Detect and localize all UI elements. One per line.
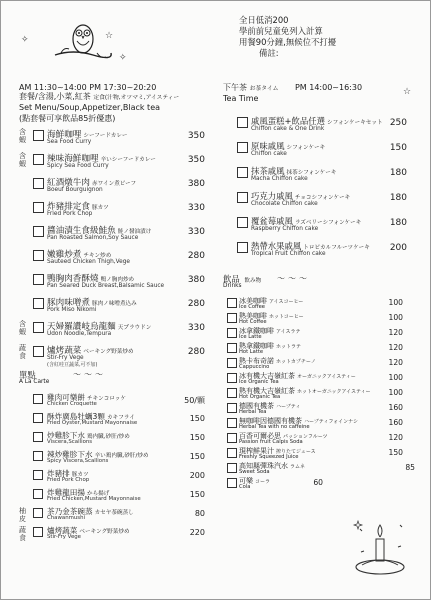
item-name-en: Pan Seared Duck Breast,Balsamic Sauce <box>47 283 165 289</box>
item-name: 辣味海鮮咖哩 辛いシーフードカレー <box>47 154 156 164</box>
menu-item[interactable] <box>19 391 215 410</box>
remarks-label: 備註: <box>259 48 279 58</box>
item-name: 戚風蛋糕+飲品任選 シフォンケーキセット <box>251 116 383 126</box>
item-name: 茶乃金茶碗蒸 カセヤ茶碗蒸し <box>47 507 134 516</box>
order-checkbox[interactable] <box>33 346 44 357</box>
set-title-jp: 定食(汁物,オツマミ,アイスティー <box>93 95 180 101</box>
item-name: 海鮮咖哩 シーフードカレー <box>47 130 128 140</box>
order-checkbox[interactable] <box>33 432 43 442</box>
order-checkbox[interactable] <box>33 250 44 261</box>
item-price: 350 <box>187 155 205 165</box>
menu-item[interactable] <box>19 486 215 505</box>
item-name-en: Sweet Soda <box>239 468 270 475</box>
order-checkbox[interactable] <box>227 313 237 323</box>
item-name-en: Hot Latte <box>239 348 264 355</box>
order-checkbox[interactable] <box>237 242 248 253</box>
item-name: 高知縣彈珠汽水 ラムネ <box>239 462 305 470</box>
order-checkbox[interactable] <box>33 508 43 518</box>
order-checkbox[interactable] <box>33 470 43 480</box>
set-menu-column <box>19 83 215 543</box>
drink-item[interactable] <box>223 295 419 310</box>
item-price: 380 <box>187 179 205 189</box>
tea-and-drinks-column <box>223 83 419 490</box>
order-checkbox[interactable] <box>227 418 237 428</box>
item-name: 雞肉可樂餅 チキンコロッケ <box>47 393 126 402</box>
candle-illustration-icon <box>352 515 408 579</box>
menu-item[interactable] <box>19 222 215 246</box>
item-name-en: Spicy Viscera,Scallions <box>47 458 109 464</box>
order-checkbox[interactable] <box>33 322 44 333</box>
item-name-en: Fried Oyster,Mustard Mayonnaise <box>47 420 138 426</box>
menu-item[interactable] <box>19 246 215 270</box>
menu-item[interactable] <box>19 150 215 174</box>
item-price: 280 <box>187 299 205 309</box>
item-price: 100 <box>388 388 403 397</box>
item-name-en: Herbal Tea with no caffeine <box>239 423 310 430</box>
item-name-en: Fried Pork Chop <box>47 477 90 483</box>
item-price: 220 <box>189 528 205 537</box>
item-name-en: Hot Coffee <box>239 318 267 325</box>
item-name: 爐烤蔬菜 ベーキング野菜炒め <box>47 526 130 535</box>
item-name-en: Udon Noodle,Tempura <box>47 331 112 337</box>
item-price: 100 <box>388 298 403 307</box>
menu-item[interactable] <box>19 318 215 342</box>
drinks-header <box>223 273 419 295</box>
order-checkbox[interactable] <box>227 328 237 338</box>
set-hours: AM 11:30~14:00 PM 17:30~20:20 <box>19 83 157 92</box>
menu-item[interactable] <box>19 174 215 198</box>
order-checkbox[interactable] <box>33 413 43 423</box>
owl-on-branch-icon <box>53 19 113 65</box>
item-price: 150 <box>388 448 403 457</box>
item-price: 120 <box>388 358 403 367</box>
set-title <box>19 92 215 103</box>
item-tag: 柚皮 <box>19 507 26 523</box>
item-name: 現榨鮮果汁 搾りたてジュース <box>239 447 316 455</box>
menu-item[interactable] <box>223 138 419 163</box>
item-price: 150 <box>189 490 205 499</box>
item-price: 120 <box>388 328 403 337</box>
item-price: 150 <box>389 143 407 153</box>
item-price: 150 <box>189 414 205 423</box>
alacarte-title: 單點 <box>19 370 36 380</box>
item-name: 無咖啡因德國有機茶 ハーブティフォインナシ <box>239 417 359 425</box>
drinks-title: 飲品 <box>223 274 240 284</box>
alacarte-header <box>19 369 215 391</box>
item-price: 250 <box>389 118 407 128</box>
drinks-title-jp: 飲み物 <box>244 278 262 284</box>
item-name-en: Fried Pork Chop <box>47 211 93 217</box>
tea-title-jp: お茶タイム <box>249 86 279 92</box>
item-price: 150 <box>189 433 205 442</box>
item-name: 辣炒雞胗下水 辛い鶏内臓,砂肝/炒め <box>47 450 149 459</box>
item-name: 巧克力戚風 チョコシフォンケーキ <box>251 191 351 201</box>
alacarte-title-en: A La Carte <box>19 379 50 385</box>
menu-item[interactable] <box>223 163 419 188</box>
order-checkbox[interactable] <box>227 388 237 398</box>
menu-item[interactable] <box>19 342 215 369</box>
menu-item[interactable] <box>19 198 215 222</box>
drink-item[interactable] <box>223 325 419 340</box>
item-price: 180 <box>389 168 407 178</box>
drink-item[interactable] <box>223 460 419 475</box>
item-name: 可樂 コーラ <box>239 477 271 485</box>
item-price: 180 <box>389 193 407 203</box>
item-name: 熱卡布奇諾 ホットカプチーノ <box>239 357 316 365</box>
item-name: 紅酒燉牛肉 赤ワイン煮ビーフ <box>47 178 137 188</box>
menu-item[interactable] <box>19 448 215 467</box>
order-checkbox[interactable] <box>33 130 44 141</box>
drink-item[interactable] <box>223 445 419 460</box>
order-checkbox[interactable] <box>227 463 237 473</box>
item-tag: 含蝦 <box>19 320 26 336</box>
drink-item[interactable] <box>223 430 419 445</box>
item-name-en: Chiffon cake <box>251 151 287 157</box>
drink-item[interactable] <box>223 385 419 400</box>
order-checkbox[interactable] <box>227 343 237 353</box>
item-name: 熱拿鐵咖啡 ホットラテ <box>239 342 302 350</box>
drink-item[interactable] <box>223 475 419 490</box>
order-checkbox[interactable] <box>227 358 237 368</box>
item-name-en: Chicken Croquette <box>47 401 97 407</box>
drink-item[interactable] <box>223 400 419 415</box>
item-price: 200 <box>189 471 205 480</box>
order-checkbox[interactable] <box>33 274 44 285</box>
item-name: 冰拿鐵咖啡 アイスラテ <box>239 327 301 335</box>
item-name-en: Viscera,Scallions <box>47 439 93 445</box>
order-checkbox[interactable] <box>33 527 43 537</box>
item-name-en: Spicy Sea Food Curry <box>47 163 109 169</box>
item-name-en: Cappuccino <box>239 363 270 370</box>
order-checkbox[interactable] <box>237 117 248 128</box>
order-checkbox[interactable] <box>237 167 248 178</box>
item-name: 覆盆莓戚風 ラズベリーシフォンケーキ <box>251 216 362 226</box>
menu-item[interactable] <box>19 467 215 486</box>
order-checkbox[interactable] <box>237 217 248 228</box>
item-tag: 含蝦 <box>19 152 26 168</box>
order-checkbox[interactable] <box>237 192 248 203</box>
item-tag: 含蝦 <box>19 128 26 144</box>
menu-item[interactable] <box>19 505 215 524</box>
item-name-en: Raspberry Chiffon cake <box>251 226 319 232</box>
item-name-en: Hot Organic Tea <box>239 393 281 400</box>
item-price: 100 <box>388 313 403 322</box>
item-price: 60 <box>313 478 323 487</box>
item-price: 50/顆 <box>184 396 205 405</box>
order-checkbox[interactable] <box>227 373 237 383</box>
item-name: 冰美咖啡 アイスコーヒー <box>239 297 304 305</box>
set-title-en: Set Menu/Soup,Appetizer,Black tea <box>19 103 161 112</box>
drinks-title-en: Drinks <box>223 283 242 289</box>
item-name-en: Ice Organic Tea <box>239 378 279 385</box>
item-name: 原味戚風 シフォンケーキ <box>251 141 326 151</box>
item-name-en: Chiffon cake & One Drink <box>251 126 325 132</box>
item-name: 德國有機茶 ハーブティ <box>239 402 301 410</box>
item-price: 280 <box>187 251 205 261</box>
item-name-en: Sauteed Chicken Thigh,Vege <box>47 259 130 265</box>
item-name: 爐烤蔬菜 ベーキング野菜炒め <box>47 346 134 356</box>
item-price: 200 <box>389 243 407 253</box>
item-name-en: Ice Coffee <box>239 303 265 310</box>
item-name: 天婦羅讚岐烏龍麵 天プラウドン <box>47 322 152 332</box>
order-checkbox[interactable] <box>227 403 237 413</box>
menu-item[interactable] <box>223 238 419 263</box>
item-name: 百香可爾必思 パッションフルーツ <box>239 432 328 440</box>
item-name-en: Pan Roasted Salmon,Soy Sauce <box>47 235 139 241</box>
menu-item[interactable] <box>19 294 215 318</box>
item-name-en: Ice Latte <box>239 333 262 340</box>
item-name-en: Chocolate Chiffon cake <box>251 201 318 207</box>
star-icon: ✧ <box>119 53 127 63</box>
tea-hours: PM 14:00~16:30 <box>294 83 363 92</box>
item-name: 熱有機大吉嶺紅茶 ホットオーガニックアイスティー <box>239 387 371 395</box>
item-name: 熱美咖啡 ホットコーヒー <box>239 312 304 320</box>
menu-item[interactable] <box>19 126 215 150</box>
menu-item[interactable] <box>19 524 215 543</box>
item-name-en: Stir-Fry Vege <box>47 355 84 361</box>
drink-item[interactable] <box>223 340 419 355</box>
item-price: 150 <box>189 452 205 461</box>
item-name-en: Herbal Tea <box>239 408 267 415</box>
item-name: 炸豬排定食 豚カツ <box>47 202 109 212</box>
drink-discount-note: (點套餐可享飲品85折優惠) <box>19 114 116 123</box>
order-checkbox[interactable] <box>227 478 237 488</box>
order-checkbox[interactable] <box>33 154 44 165</box>
item-name: 豚肉味噌煮 豚肉ノ味噌煮込み <box>47 298 137 308</box>
item-name: 炒雞胗下水 鶏内臓,砂肝/炒め <box>47 431 130 440</box>
tea-title-en: Tea Time <box>223 94 259 103</box>
menu-item[interactable] <box>223 188 419 213</box>
item-name-en: Fried Chicken,Mustard Mayonnaise <box>47 496 141 502</box>
item-price: 280 <box>187 347 205 357</box>
item-name-en: Sea Food Curry <box>47 139 92 145</box>
item-price: 380 <box>187 275 205 285</box>
item-name: 炸雞龍田揚 から揚げ <box>47 488 110 497</box>
menu-item[interactable] <box>19 429 215 448</box>
min-spend: 全日低消200 <box>239 15 289 25</box>
order-checkbox[interactable] <box>33 226 44 237</box>
order-checkbox[interactable] <box>33 178 44 189</box>
item-price: 100 <box>388 373 403 382</box>
item-name-en: Freshly Squeezed Juice <box>239 453 299 460</box>
item-name: 冰有機大吉嶺紅茶 オーガニックアイスティー <box>239 372 356 380</box>
item-tag: 蔬食 <box>19 344 26 360</box>
children-note: 學前前兒童免列入計算 <box>239 26 323 36</box>
item-price: 80 <box>194 509 205 518</box>
item-name-en: Macha Chiffon cake <box>251 176 308 182</box>
set-title-zh: 套餐/含湯,小菜,紅茶 <box>19 92 91 101</box>
item-note: (含紅哇豆蔬菜,可不加) <box>47 362 98 368</box>
item-price: 180 <box>389 218 407 228</box>
order-checkbox[interactable] <box>237 142 248 153</box>
item-name: 醬油漬生食級鮭魚 鮭ノ醤油漬け <box>47 226 152 236</box>
item-tag: 蔬食 <box>19 526 26 542</box>
order-checkbox[interactable] <box>33 394 43 404</box>
drink-item[interactable] <box>223 310 419 325</box>
item-name: 嫩雞炒煮 チキン炒め <box>47 250 112 260</box>
order-checkbox[interactable] <box>227 298 237 308</box>
item-name-en: Chawanmushi <box>47 515 86 521</box>
item-name-en: Boeuf Bourguignon <box>47 187 103 193</box>
menu-item[interactable] <box>19 270 215 294</box>
item-price: 160 <box>388 418 403 427</box>
menu-item[interactable] <box>223 113 419 138</box>
tea-title: 下午茶 <box>223 83 247 92</box>
item-price: 330 <box>187 203 205 213</box>
item-name: 熱帶水果戚風 トロピカルフルーツケーキ <box>251 241 370 251</box>
star-icon: ☆ <box>105 31 114 41</box>
item-name: 炸豬排 豚カツ <box>47 469 89 478</box>
menu-item[interactable] <box>19 410 215 429</box>
tea-header <box>223 83 419 94</box>
item-price: 120 <box>388 343 403 352</box>
star-icon: ✧ <box>21 35 29 45</box>
item-name-en: Tropical Fruit Chiffon cake <box>251 251 326 257</box>
item-price: 330 <box>187 227 205 237</box>
item-name-en: Stir-Fry Vege <box>47 534 82 540</box>
drink-item[interactable] <box>223 415 419 430</box>
item-price: 350 <box>187 131 205 141</box>
order-checkbox[interactable] <box>33 489 43 499</box>
drink-item[interactable] <box>223 355 419 370</box>
header-notes <box>239 15 336 59</box>
item-price: 85 <box>405 463 415 472</box>
order-checkbox[interactable] <box>33 298 44 309</box>
menu-item[interactable] <box>223 213 419 238</box>
item-price: 160 <box>388 403 403 412</box>
item-price: 330 <box>187 323 205 333</box>
drinks-tilde: 〜〜〜 <box>277 274 310 283</box>
item-name: 抹茶戚風 抹茶シフォンケーキ <box>251 166 337 176</box>
order-checkbox[interactable] <box>33 451 43 461</box>
item-price: 120 <box>388 433 403 442</box>
item-name: 鴨胸肉香酥燒 鴨ノ胸肉炒め <box>47 274 135 284</box>
item-name: 酥炸廣島牡蠣3顆 カキフライ <box>47 412 135 421</box>
item-name-en: Pork Miso Nikomi <box>47 307 97 313</box>
order-checkbox[interactable] <box>227 433 237 443</box>
item-name-en: Passion fruit Calpis Soda <box>239 438 303 445</box>
drink-item[interactable] <box>223 370 419 385</box>
order-checkbox[interactable] <box>33 202 44 213</box>
star-icon: ☆ <box>403 87 412 97</box>
alacarte-tilde: 〜〜〜 <box>73 370 106 379</box>
time-limit-note: 用餐90分鐘,無候位不打擾 <box>239 37 337 47</box>
order-checkbox[interactable] <box>227 448 237 458</box>
item-name-en: Cola <box>239 483 251 490</box>
